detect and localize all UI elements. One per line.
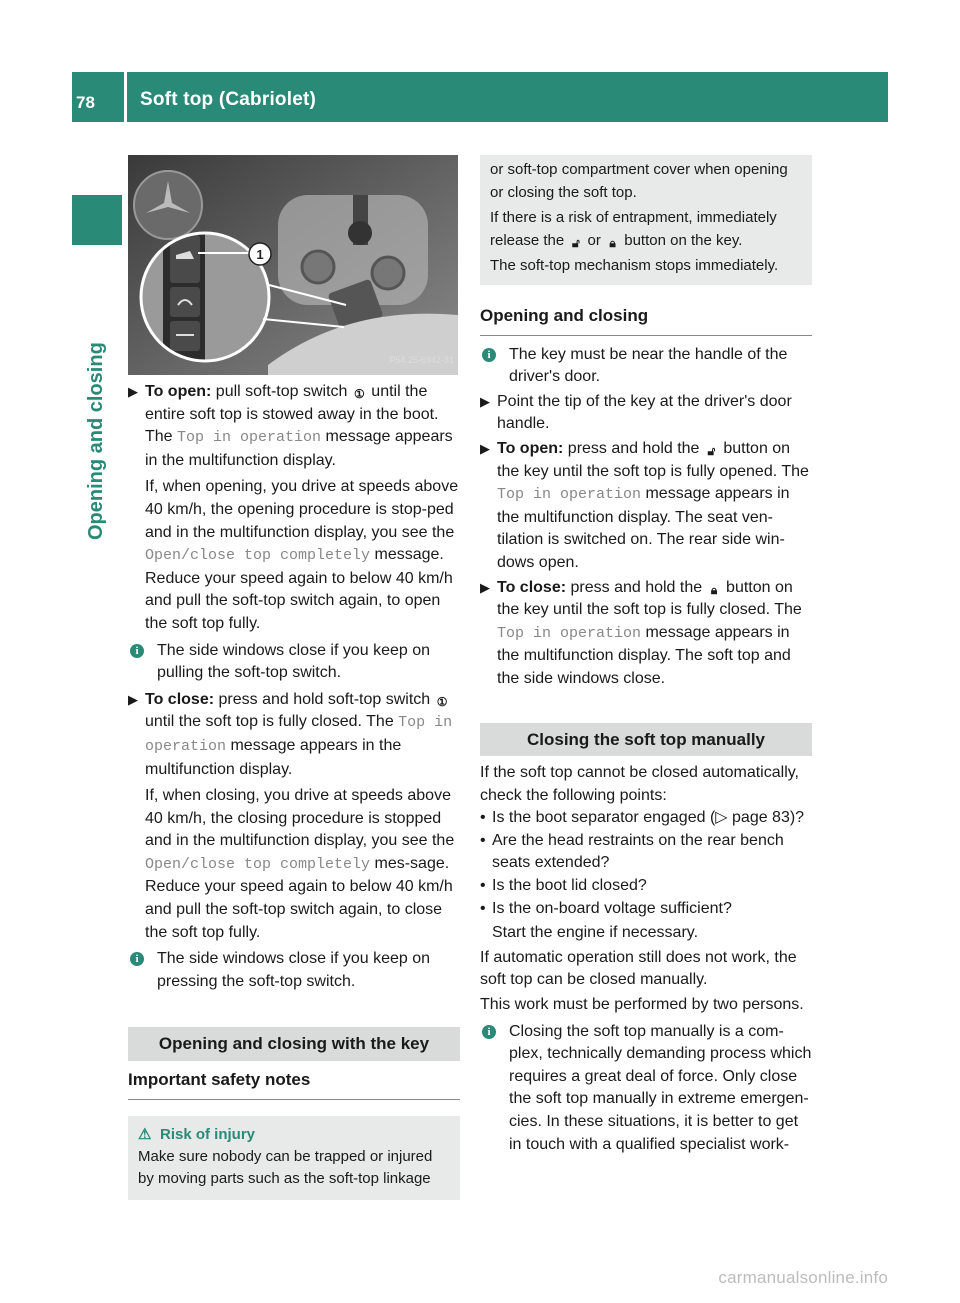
key-close-step: ▶︎ To close: press and hold the 🔒︎ button on the key until the soft top is fully closed. The Top in operation message appears in the multifunction display. The soft top and the side windows close. (480, 578, 802, 687)
callout-1: 1 (256, 247, 264, 262)
checklist-item: • Is the boot separator engaged (▷ page 83)? (480, 809, 805, 827)
header-divider (124, 72, 127, 122)
info-icon: i (130, 952, 144, 966)
callout-1-icon: ① (353, 387, 365, 401)
lock-icon: 🔒︎ (609, 236, 616, 250)
body-text: If automatic operation still does not work, the soft top can be closed manually. (480, 948, 797, 989)
callout-1-icon: ① (436, 694, 448, 709)
info-note: i The key must be near the handle of the driver's door. (480, 344, 812, 389)
warning-box-continued: or soft-top compartment cover when opening or closing the soft top. If there is a risk of entrapment, immediately release the 🔓︎ or 🔒︎ button on the key. The soft-top mechanism stops immediately. (480, 155, 812, 285)
checklist-item: • Are the head restraints on the rear bench seats extended? (480, 831, 784, 872)
info-icon: i (482, 348, 496, 362)
chapter-tab-marker (72, 195, 122, 245)
chapter-label: Opening and closing (85, 342, 107, 540)
left-column (128, 155, 460, 1200)
lock-icon: 🔒︎ (710, 582, 718, 597)
sub-heading: Opening and closing (480, 305, 812, 336)
intro-text: If the soft top cannot be closed automatically, check the following points: (480, 764, 799, 804)
info-icon: i (482, 1025, 496, 1039)
info-note: i The side windows close if you keep on pressing the soft-top switch. (128, 948, 460, 993)
warning-triangle-icon: ⚠︎ (138, 1125, 152, 1143)
soft-top-switch-figure (128, 155, 458, 375)
step-arrow-icon: ▶︎ (128, 384, 138, 399)
unlock-icon: 🔓︎ (572, 236, 580, 250)
point-key-step: ▶︎ Point the tip of the key at the driver's door handle. (480, 392, 792, 433)
key-open-step: ▶︎ To open: press and hold the 🔓︎ button on the key until the soft top is fully opened. The Top in operation message appears in the multifunction display. The seat ven-tilation is switched on. The rear side win-dows open. (480, 439, 809, 571)
info-icon: i (130, 644, 144, 658)
unlock-icon: 🔓︎ (707, 443, 716, 458)
info-note: i The side windows close if you keep on pulling the soft-top switch. (128, 640, 460, 685)
step-arrow-icon: ▶︎ (480, 440, 490, 456)
watermark: carmanualsonline.info (718, 1268, 888, 1287)
body-text: This work must be performed by two persons. (480, 996, 804, 1014)
info-note: i Closing the soft top manually is a com-plex, technically demanding process which requires a great deal of force. Only close the soft top manually in extreme emergen-cies. In these situations, it is better to get in touch with a qualified specialist work- (480, 1021, 812, 1157)
step-arrow-icon: ▶︎ (480, 579, 490, 595)
figure-code: P54.25-6942-31 (389, 355, 454, 366)
step-arrow-icon: ▶︎ (128, 691, 138, 707)
checklist-item: • Is the on-board voltage sufficient? Start the engine if necessary. (480, 899, 732, 942)
step-arrow-icon: ▶︎ (480, 393, 490, 409)
section-heading: Opening and closing with the key (128, 1027, 460, 1061)
right-column (480, 155, 812, 1156)
warning-text: Make sure nobody can be trapped or injured by moving parts such as the soft-top linkage (138, 1147, 433, 1187)
section-heading: Closing the soft top manually (480, 723, 812, 757)
sub-heading: Important safety notes (128, 1069, 460, 1100)
page-title: Soft top (Cabriolet) (140, 89, 317, 110)
open-step: ▶︎ To open: pull soft-top switch ① until the entire soft top is stowed away in the boot. The Top in operation message appears in the multifunction display. If, when opening, you drive at speeds above 40 km/h, the opening procedure is stop-ped and in the multifunction display, you see the Open/close top completely message. Reduce your speed again to below 40 km/h and pull the soft-top switch again, to open the soft top fully. (128, 383, 459, 632)
checklist-item: • Is the boot lid closed? (480, 877, 647, 895)
console-photo (128, 155, 458, 375)
close-step: ▶︎ To close: press and hold soft-top switch ① until the soft top is fully closed. The Top in operation message appears in the multifunction display. If, when closing, you drive at speeds above 40 km/h, the closing procedure is stopped and in the multifunction display, you see the Open/close top completely mes-sage. Reduce your speed again to below 40 km/h and pull the soft-top switch again, to close the soft top fully. (128, 690, 455, 941)
page-number: 78 (76, 93, 95, 112)
warning-box: ⚠︎ Risk of injury Make sure nobody can be trapped or injured by moving parts such as the soft-top linkage (128, 1116, 460, 1200)
